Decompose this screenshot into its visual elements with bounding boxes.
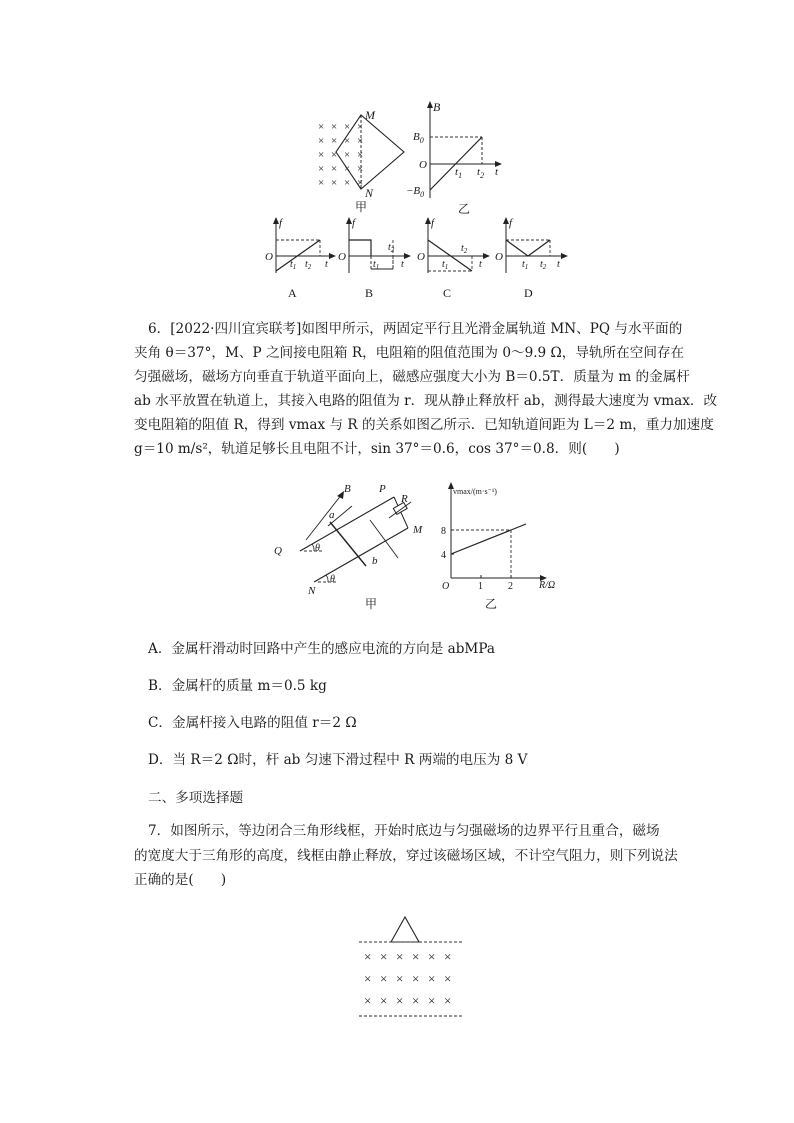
q6-line-2: 夹角 θ＝37°，M、P 之间接电阻箱 R，电阻箱的阻值范围为 0～9.9 Ω，导轨所在空间存在 <box>134 345 685 361</box>
cross-mark: × <box>344 163 351 175</box>
q6-option-D[interactable]: D．当 R＝2 Ω时，杆 ab 匀速下滑过程中 R 两端的电压为 8 V <box>148 752 528 768</box>
y-tick-label: 4 <box>441 550 446 561</box>
axis-t-label: t <box>325 259 328 270</box>
label-t2: $t_2$ <box>540 259 547 271</box>
series-line <box>451 524 526 554</box>
rod-ab <box>330 522 366 566</box>
cross-mark: × <box>364 993 372 1008</box>
cross-mark: × <box>318 121 325 133</box>
magnetic-field-crosses <box>318 121 363 189</box>
label-t1: $t_1$ <box>373 259 380 271</box>
label-t1: $t_1$ <box>290 259 297 271</box>
origin-O: O <box>338 251 346 263</box>
x-tick-label: 2 <box>508 581 513 592</box>
label-t2: $t_2$ <box>388 242 395 254</box>
q6-line-3: 匀强磁场，磁场方向垂直于轨道平面向上，磁感应强度大小为 B＝0.5T．质量为 m 的金属杆 <box>134 369 690 385</box>
cross-mark: × <box>357 121 364 133</box>
cross-mark: × <box>428 949 436 964</box>
curve-D <box>506 240 550 256</box>
option-graph-D-svg <box>494 215 570 300</box>
option-graph-C-svg <box>416 215 492 300</box>
cross-mark: × <box>412 971 420 986</box>
q6-option-C[interactable]: C．金属杆接入电路的阻值 r＝2 Ω <box>148 715 357 731</box>
axis-t-label: t <box>479 259 482 270</box>
q6-option-A[interactable]: A．金属杆滑动时回路中产生的感应电流的方向是 abMPa <box>148 641 495 657</box>
origin-O: O <box>265 251 273 263</box>
cross-mark: × <box>380 993 388 1008</box>
figure-top-yi-svg <box>405 98 515 216</box>
cross-mark: × <box>357 135 364 147</box>
axis-f-label: f <box>431 217 435 229</box>
label-theta-N: θ <box>330 574 335 585</box>
caption-jia: 甲 <box>355 200 368 214</box>
triangle-loop <box>391 917 419 942</box>
section-heading-multiple-choice: 二、多项选择题 <box>148 790 244 806</box>
option-graph-B <box>337 215 413 300</box>
cross-mark: × <box>428 993 436 1008</box>
y-tick-label: 8 <box>441 526 446 537</box>
label-B: B <box>344 483 351 495</box>
rail-NM <box>314 528 408 582</box>
cross-mark: × <box>331 177 338 189</box>
caption-yi: 乙 <box>458 202 471 216</box>
x-tick-label: 1 <box>478 581 483 592</box>
label-t2: $t_2$ <box>477 166 485 180</box>
cross-mark: × <box>396 971 404 986</box>
cross-mark: × <box>364 949 372 964</box>
origin-O: O <box>495 251 503 263</box>
field-line-1 <box>306 494 342 540</box>
label-t2: $t_2$ <box>305 259 312 271</box>
label-b: b <box>372 555 378 567</box>
cross-mark: × <box>396 993 404 1008</box>
q6-line-5: 变电阻箱的阻值 R，得到 vmax 与 R 的关系如图乙所示．已知轨道间距为 L＝2 m，重力加速度 <box>134 417 714 433</box>
figure-top-yi <box>405 98 515 216</box>
q6-line-4: ab 水平放置在轨道上，其接入电路的阻值为 r．现从静止释放杆 ab，测得最大速度为 vmax．改 <box>134 393 718 409</box>
label-P: P <box>379 483 386 495</box>
q6-line-6: g＝10 m/s²，轨道足够长且电阻不计，sin 37°＝0.6，cos 37°＝0.8．则( ) <box>134 441 620 457</box>
figure-top-jia <box>310 105 420 215</box>
cross-mark: × <box>318 135 325 147</box>
curve-B-positive <box>349 240 371 256</box>
cross-mark: × <box>331 163 338 175</box>
axis-f-label: f <box>279 217 283 229</box>
label-M: M <box>413 524 423 536</box>
cross-mark: × <box>428 971 436 986</box>
label-t1: $t_1$ <box>522 259 529 271</box>
cross-mark: × <box>331 121 338 133</box>
cross-mark: × <box>318 177 325 189</box>
caption-B: B <box>365 286 374 300</box>
cross-mark: × <box>444 993 452 1008</box>
cross-mark: × <box>344 121 351 133</box>
cross-mark: × <box>444 949 452 964</box>
cross-mark: × <box>344 135 351 147</box>
option-graph-C <box>416 215 492 300</box>
cross-mark: × <box>412 949 420 964</box>
origin-O: O <box>419 159 427 171</box>
label-M: M <box>365 108 375 122</box>
q7-line-3: 正确的是( ) <box>134 872 227 888</box>
figure-q7-svg <box>355 912 470 1022</box>
option-graph-B-svg <box>337 215 413 300</box>
xlabel: R/Ω <box>539 580 556 591</box>
cross-mark: × <box>344 177 351 189</box>
caption-yi: 乙 <box>485 597 498 611</box>
label-t1: $t_1$ <box>442 259 449 271</box>
option-graph-A-svg <box>262 215 338 300</box>
origin-O: O <box>442 581 450 592</box>
cross-mark: × <box>357 177 364 189</box>
cross-mark: × <box>318 163 325 175</box>
label-t2: $t_2$ <box>461 243 468 255</box>
cross-mark: × <box>396 949 404 964</box>
label-theta-Q: θ <box>315 543 320 554</box>
magnetic-field-crosses <box>364 949 451 1008</box>
axis-t-label: t <box>495 166 499 178</box>
label-B0: $B_0$ <box>413 131 424 145</box>
ylabel: vmax/(m·s⁻¹) <box>453 487 497 496</box>
figure-q6-yi <box>435 478 565 613</box>
figure-q7 <box>355 912 470 1022</box>
q6-line-1: 6．[2022·四川宜宾联考]如图甲所示，两固定平行且光滑金属轨道 MN、PQ 与水平面的 <box>148 321 683 337</box>
figure-q6-jia <box>270 478 430 613</box>
caption-C: C <box>443 286 452 300</box>
figure-top-jia-svg <box>310 105 420 215</box>
label-R: R <box>401 493 408 505</box>
axis-f-label: f <box>509 217 513 229</box>
axis-B-label: B <box>433 100 441 114</box>
caption-jia: 甲 <box>365 597 378 611</box>
cross-mark: × <box>318 149 325 161</box>
option-graph-D <box>494 215 570 300</box>
figure-q6-jia-svg <box>270 478 430 613</box>
caption-D: D <box>524 286 533 300</box>
chart-vmax-R <box>435 478 565 613</box>
cross-mark: × <box>380 971 388 986</box>
q7-line-1: 7．如图所示，等边闭合三角形线框，开始时底边与匀强磁场的边界平行且重合，磁场 <box>148 823 660 839</box>
label-a: a <box>329 509 335 521</box>
cross-mark: × <box>357 163 364 175</box>
axis-t-label: t <box>401 259 404 270</box>
origin-O: O <box>417 251 425 263</box>
label-neg-B0: $-B_0$ <box>406 185 425 199</box>
label-t1: $t_1$ <box>455 166 463 180</box>
label-N: N <box>308 585 316 597</box>
label-Q: Q <box>274 545 282 557</box>
cross-mark: × <box>364 971 372 986</box>
axis-f-label: f <box>352 217 356 229</box>
q6-option-B[interactable]: B．金属杆的质量 m＝0.5 kg <box>148 678 327 694</box>
label-N: N <box>365 186 374 200</box>
cross-mark: × <box>444 971 452 986</box>
field-line-2 <box>370 520 398 558</box>
option-graph-A <box>262 215 338 300</box>
axis-t-label: t <box>557 259 560 270</box>
cross-mark: × <box>331 135 338 147</box>
caption-A: A <box>288 286 297 300</box>
cross-mark: × <box>412 993 420 1008</box>
cross-mark: × <box>357 149 364 161</box>
cross-mark: × <box>380 949 388 964</box>
cross-mark: × <box>344 149 351 161</box>
cross-mark: × <box>331 149 338 161</box>
q7-line-2: 的宽度大于三角形的高度，线框由静止释放，穿过该磁场区域，不计空气阻力，则下列说法 <box>134 848 678 864</box>
